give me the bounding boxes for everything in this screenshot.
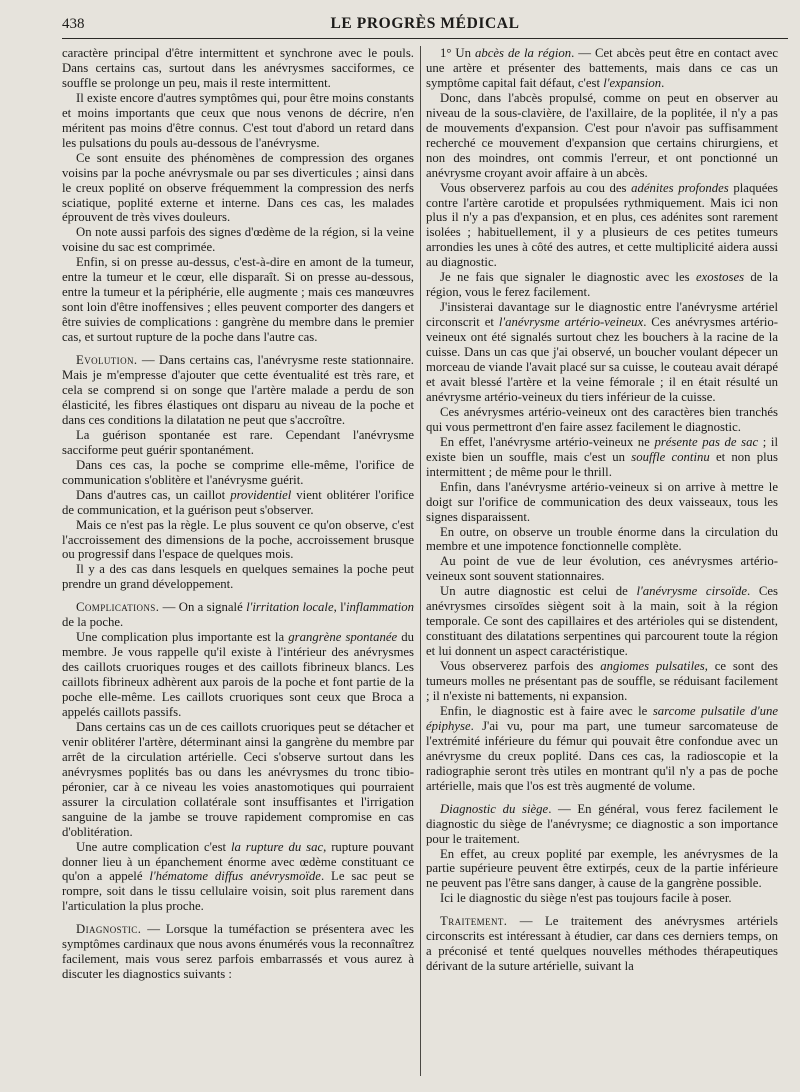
emphasis-text: l'anévrysme artério-veineux xyxy=(498,315,644,330)
emphasis-text: grangrène spontanée xyxy=(288,630,398,645)
emphasis-text: Diagnostic du siège xyxy=(440,801,549,816)
emphasis-text: exostoses xyxy=(695,270,745,285)
body-text: Donc, dans l'abcès propulsé, comme on peut en observer au niveau de la sous-clavière, de l'axillaire, de la poplitée, il n'y a pas de mouvements d'expansion. C'est pour n'avoir pas suffisamment recherché ce mouvement d'expansion que certains chirurgiens, et non des moindres, ont commis l'erreur, et ont ponctionné un anévrysme croyant avoir affaire à un abcès. xyxy=(426,90,778,180)
body-text: Dans d'autres cas, un caillot xyxy=(76,487,231,502)
body-text: 1° Un xyxy=(440,46,475,60)
body-text: Enfin, le diagnostic est à faire avec le xyxy=(440,703,653,718)
body-text: . xyxy=(661,75,665,90)
body-text: . Ces anévrysmes artério-veineux ont été signalés surtout chez les bouchers à la racine de la cuisse. Dans un cas que j'ai observé, un boucher voulant dépecer un morceau de viande l'avait placé sur sa cuisse, le couteau avait dérapé et avait blessé l'artère et la veine fémorale ; il en était résulté un anévrysme artério-veineux du tiers inférieur de la cuisse. xyxy=(426,315,778,404)
body-text: , l' xyxy=(333,600,346,615)
body-text: caractère principal d'être intermittent et synchrone avec le pouls. Dans certains cas, surtout dans les anévrysmes sacciformes, ce souffle se prolonge un peu, mais il reste intermittent. xyxy=(62,46,414,90)
paragraph xyxy=(426,554,778,584)
body-text: , rupture pouvant donner lieu à un épanchement énorme avec œdème constituant ce qu'on a appelé xyxy=(62,839,414,884)
emphasis-text: angiomes pulsatiles xyxy=(600,659,705,674)
left-column xyxy=(62,46,414,982)
body-text: En effet, l'anévrysme artério-veineux ne xyxy=(440,434,655,449)
body-text: , ce sont des tumeurs molles ne présentant pas de souffle, se réduisant facilement ; il n'existe ni battements, ni expansion. xyxy=(426,659,778,703)
section-heading: Traitement. xyxy=(440,914,508,929)
body-text: . — Cet abcès peut être en contact avec une artère et présenter des battements, mais dans ce cas un symptôme capital fait défaut, c'est xyxy=(426,46,778,90)
emphasis-text: l'irritation locale xyxy=(246,600,334,615)
body-text: Enfin, dans l'anévrysme artério-veineux si on arrive à mettre le doigt sur l'orifice de communication des deux vaisseaux, tous les signes disparaissent. xyxy=(426,479,778,524)
paragraph xyxy=(426,181,778,271)
paragraph xyxy=(426,480,778,525)
body-text: Ici le diagnostic du siège n'est pas toujours facile à poser. xyxy=(440,891,732,906)
body-text: Ce sont ensuite des phénomènes de compression des organes voisins par la poche anévrysmale ou par ses diverticules ; ainsi dans le creux poplité on observe fréquemment la compression des nerfs sciatique, poplité externe et interne. Dans ces cas, les malades éprouvent de très vives douleurs. xyxy=(62,150,414,225)
emphasis-text: abcès de la région xyxy=(474,46,572,60)
body-text: Une complication plus importante est la xyxy=(76,630,289,645)
emphasis-text: l'hématome diffus anévrysmoïde xyxy=(149,869,321,884)
paragraph xyxy=(62,488,414,518)
emphasis-text: présente pas de sac xyxy=(654,434,759,449)
paragraph xyxy=(62,428,414,458)
body-text: Mais ce n'est pas la règle. Le plus souvent ce qu'on observe, c'est l'accroissement des dimensions de la poche, accroissement brusque ou progressif dans l'espace de quelques mois. xyxy=(62,517,414,562)
paragraph xyxy=(62,840,414,915)
emphasis-text: adénites profondes xyxy=(631,180,729,195)
body-text: plaquées contre l'artère carotide et propulsées rythmiquement. Mais ici non plus il n'y a pas d'expansion, et en plus, ces adénites sont rarement isolées ; habituellement, il y a plusieurs de ces petites tumeurs arrondies les unes à côté des autres, et cette multiplicité aidera aussi au diagnostic. xyxy=(426,180,778,270)
paragraph xyxy=(426,270,778,300)
body-text: En effet, au creux poplité par exemple, les anévrysmes de la partie supérieure peuvent être extirpés, ceux de la partie inférieure ne peuvent pas l'être sans danger, à cause de la gangrène possible. xyxy=(426,846,778,891)
body-text: — Lorsque la tuméfaction se présentera avec les symptômes cardinaux que nous avons énumérés vous la reconnaîtrez facilement, mais vous serez parfois embarrassés et vous aurez à discuter les diagnostics suivants : xyxy=(62,922,414,982)
emphasis-text: l'anévrysme cirsoïde xyxy=(636,584,748,599)
section-heading: Complications. xyxy=(76,600,160,615)
body-text: Ces anévrysmes artério-veineux ont des caractères bien tranchés qui vous permettront d'en faire assez facilement le diagnostic. xyxy=(426,404,778,434)
paragraph xyxy=(62,91,414,151)
emphasis-text: souffle continu xyxy=(631,449,710,464)
paragraph xyxy=(426,584,778,659)
right-column xyxy=(426,46,778,974)
paragraph xyxy=(426,802,778,847)
paragraph xyxy=(62,458,414,488)
page-header xyxy=(62,14,788,39)
column-divider xyxy=(420,46,421,1076)
paragraph xyxy=(426,525,778,555)
body-text: de la région, vous le ferez facilement. xyxy=(426,270,778,300)
emphasis-text: sarcome pulsatile d'une épiphyse xyxy=(426,703,778,733)
section-heading: Diagnostic. xyxy=(76,922,142,937)
page-number: 438 xyxy=(62,16,85,32)
body-text: Enfin, si on presse au-dessus, c'est-à-dire en amont de la tumeur, entre la tumeur et le cœur, elle disparaît. Si on presse au-dessous, entre la tumeur et la périphérie, elle augmente ; mais ces manœuvres sont loin d'être inoffensives ; elles peuvent comporter des dangers et être suivies de complications : gangrène du membre dans le premier cas, et surtout rupture de la poche dans l'autre cas. xyxy=(62,255,414,345)
body-text: du membre. Je vous rappelle qu'il existe à l'intérieur des anévrysmes des caillots cruoriques rouges et des caillots fibrineux blancs. Les caillots fibrineux adhèrent aux parois de la poche et font partie de la poche elle-même. Les caillots cruoriques sont ceux que Broca a appelés caillots passifs. xyxy=(62,630,414,719)
paragraph xyxy=(62,600,414,630)
paragraph xyxy=(426,91,778,181)
body-text: . — En général, vous ferez facilement le diagnostic du siège de l'anévrysme; ce diagnostic a son importance pour le traitement. xyxy=(426,801,778,846)
body-text: — Dans certains cas, l'anévrysme reste stationnaire. Mais je m'empresse d'ajouter que cette éventualité est très rare, et cela se comprend si on songe que l'artère malade a perdu de son élasticité, les fibres élastiques ont disparu au niveau de la poche et dans ces conditions la dilatation ne peut que s'accroître. xyxy=(62,353,414,427)
paragraph xyxy=(426,847,778,892)
paragraph xyxy=(62,630,414,720)
body-text: — On a signalé xyxy=(159,600,247,615)
running-title: LE PROGRÈS MÉDICAL xyxy=(330,15,520,32)
body-text: vient oblitérer l'orifice de communication, et la guérison peut s'observer. xyxy=(62,487,414,517)
paragraph xyxy=(62,353,414,428)
body-text: Au point de vue de leur évolution, ces anévrysmes artério-veineux sont souvent stationnaires. xyxy=(426,554,778,584)
body-text: . Ces anévrysmes cirsoïdes siègent soit à la main, soit à la région temporale. Ce sont des capillaires et des artérioles qui se distendent, constituant des dilatations serpentines qui parcourent toute la région et lui donnent un aspect caractéristique. xyxy=(426,584,778,659)
paragraph xyxy=(62,720,414,840)
body-text: — Le traitement des anévrysmes artériels circonscrits est intéressant à étudier, car dans ces derniers temps, on a préconisé et tenté quelques nouvelles méthodes thérapeutiques dérivant de la suture artérielle, suivant la xyxy=(426,914,778,974)
paragraph xyxy=(62,518,414,563)
body-text: ; il existe bien un souffle, mais c'est un xyxy=(426,434,778,464)
body-text: . Le sac peut se rompre, soit dans le tissu cellulaire voisin, soit plus rarement dans l'articulation la plus proche. xyxy=(62,869,414,914)
paragraph xyxy=(62,255,414,345)
body-text: Dans ces cas, la poche se comprime elle-même, l'orifice de communication s'oblitère et l'anévrysme guérit. xyxy=(62,457,414,487)
emphasis-text: la rupture du sac xyxy=(230,839,324,854)
paragraph xyxy=(426,300,778,405)
emphasis-text: l'expansion xyxy=(603,75,662,90)
body-text: La guérison spontanée est rare. Cependant l'anévrysme sacciforme peut guérir spontanément. xyxy=(62,427,414,457)
paragraph xyxy=(426,435,778,480)
body-text: Vous observerez parfois des xyxy=(440,659,601,674)
body-text: J'insisterai davantage sur le diagnostic entre l'anévrysme artériel circonscrit et xyxy=(426,300,778,330)
section-heading: Evolution. xyxy=(76,353,138,368)
body-text: On note aussi parfois des signes d'œdème de la région, si la veine voisine du sac est comprimée. xyxy=(62,225,414,255)
paragraph xyxy=(62,151,414,226)
body-text: de la poche. xyxy=(62,615,124,630)
emphasis-text: inflammation xyxy=(346,600,415,615)
body-text: En outre, on observe un trouble énorme dans la circulation du membre et une impotence fonctionnelle complète. xyxy=(426,524,778,554)
paragraph xyxy=(62,46,414,91)
body-text: Un autre diagnostic est celui de xyxy=(440,584,637,599)
paragraph xyxy=(62,922,414,982)
paragraph xyxy=(426,659,778,704)
paragraph xyxy=(426,914,778,974)
body-text: Il y a des cas dans lesquels en quelques semaines la poche peut prendre un grand développement. xyxy=(62,562,414,592)
emphasis-text: providentiel xyxy=(230,487,292,502)
body-text: Je ne fais que signaler le diagnostic avec les xyxy=(440,270,696,285)
body-text: Dans certains cas un de ces caillots cruoriques peut se détacher et venir oblitérer l'artère, déterminant ainsi la gangrène du membre par arrêt de la circulation artérielle. Ceci s'observe surtout dans les anévrysmes poplités bas ou dans les anévrysmes du tronc tibio-péronier, car à ce niveau les voies anastomotiques qui pourraient assurer la circulation collatérale sont insuffisantes et l'irrigation sanguine de la jambe se trouve rapidement compromise en cas d'oblitération. xyxy=(62,719,414,839)
body-text: . J'ai vu, pour ma part, une tumeur sarcomateuse de l'extrémité inférieure du fémur qui pouvait être confondue avec un anévrysme du creux poplité. Dans ces cas, la radioscopie et la radiographie seront très utiles en montrant qu'il n'y a pas de poche artérielle, mais que l'os est très augmenté de volume. xyxy=(426,718,778,793)
paragraph xyxy=(426,704,778,794)
body-text: Il existe encore d'autres symptômes qui, pour être moins constants et moins importants que ceux que nous venons de décrire, n'en méritent pas moins d'être connus. C'est tout d'abord un retard dans les pulsations du pouls au-dessous de l'anévrysme. xyxy=(62,90,414,150)
paragraph xyxy=(426,46,778,91)
paragraph xyxy=(62,225,414,255)
paragraph xyxy=(426,891,778,906)
paragraph xyxy=(426,405,778,435)
paragraph xyxy=(62,562,414,592)
body-text: Vous observerez parfois au cou des xyxy=(440,180,632,195)
body-text: Une autre complication c'est xyxy=(76,839,231,854)
body-text: et non plus intermittent ; de même pour le thrill. xyxy=(426,449,778,479)
